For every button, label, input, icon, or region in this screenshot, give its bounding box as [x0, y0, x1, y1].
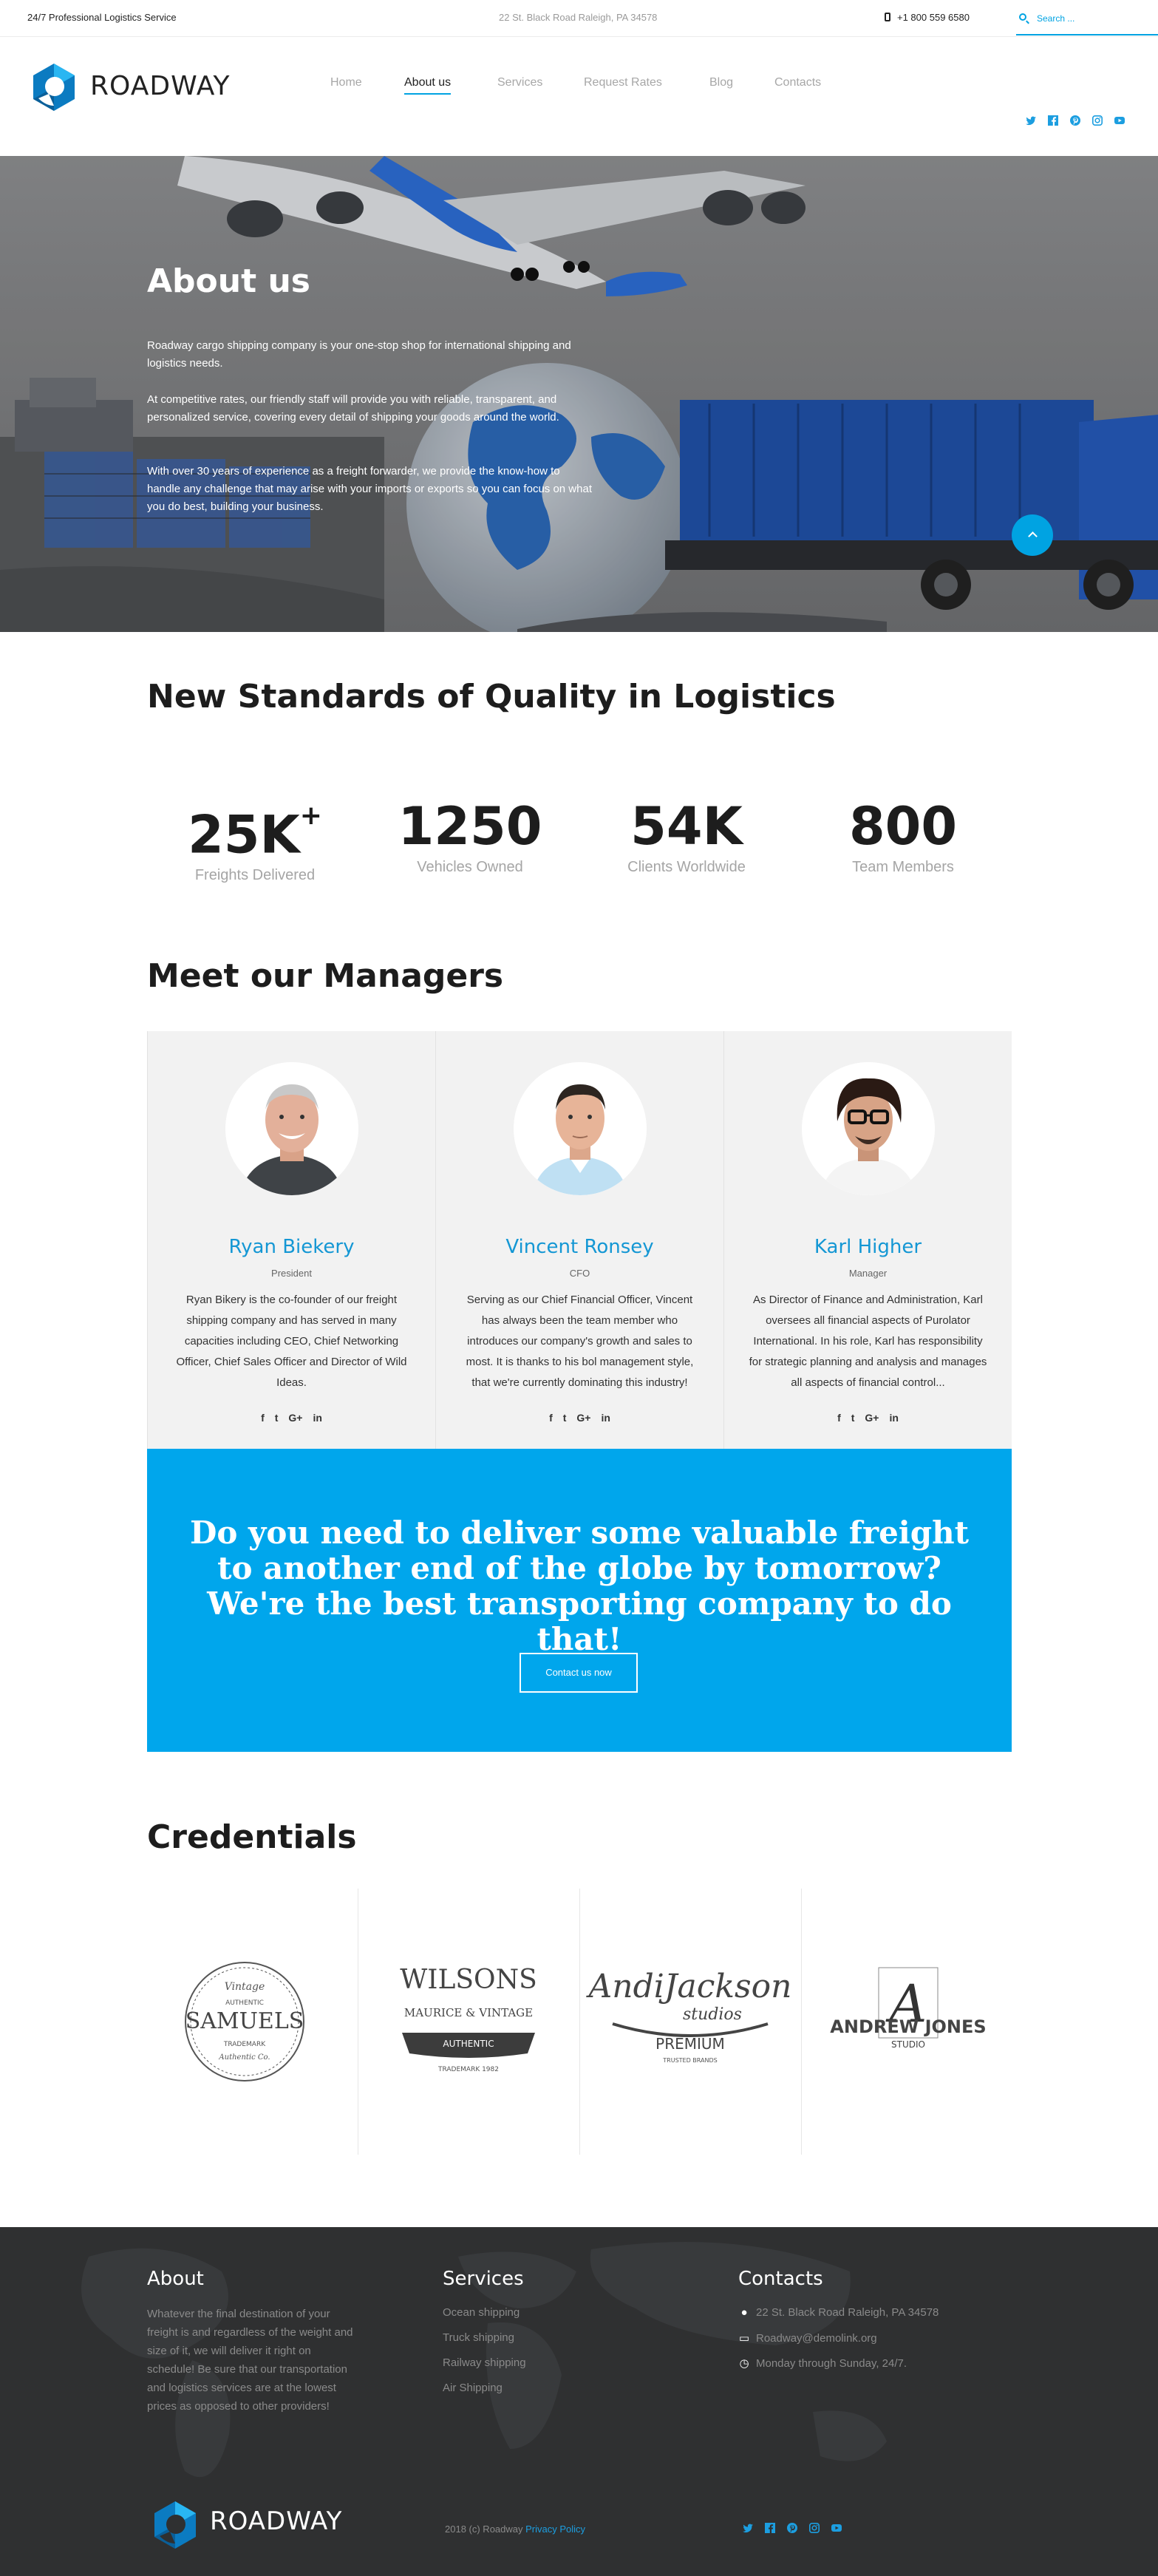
linkedin-icon[interactable]: in — [889, 1412, 899, 1424]
stat-freights — [166, 797, 344, 884]
wilsons-sub: MAURICE & VINTAGE — [403, 2006, 534, 2019]
pinterest-icon[interactable] — [1070, 115, 1080, 126]
footer-hours: ◷ Monday through Sunday, 24/7. — [739, 2357, 907, 2370]
google-plus-icon[interactable]: G+ — [288, 1412, 303, 1424]
stat-vehicles — [381, 797, 559, 876]
andrew-jones-mark: A — [889, 1974, 927, 2034]
manager-bio: Serving as our Chief Financial Officer, Vincent has always been the team member who introduces our company's growth and sales to most. It is thanks to his bol management style, that we're currently dominating this industry! — [466, 1294, 694, 1389]
facebook-icon[interactable] — [1048, 115, 1058, 126]
main-header — [0, 38, 1158, 156]
andi-jackson-bottom: TRUSTED BRANDS — [663, 2057, 718, 2064]
footer-address: ● 22 St. Black Road Raleigh, PA 34578 — [738, 2306, 939, 2319]
footer-contacts-title: Contacts — [738, 2268, 823, 2290]
stat-label: Vehicles Owned — [417, 859, 523, 875]
twitter-icon[interactable] — [743, 2523, 753, 2533]
manager-name[interactable]: Karl Higher — [814, 1236, 922, 1258]
twitter-icon[interactable]: t — [851, 1412, 855, 1424]
pinterest-icon[interactable] — [787, 2523, 797, 2533]
logo-wordmark[interactable]: ROADWAY — [90, 71, 231, 101]
site-footer — [0, 2227, 1158, 2576]
phone-number: +1 800 559 6580 — [897, 12, 970, 23]
linkedin-icon[interactable]: in — [601, 1412, 610, 1424]
search-box — [1016, 7, 1158, 35]
google-plus-icon[interactable]: G+ — [865, 1412, 879, 1424]
wilsons-bottom: TRADEMARK 1982 — [437, 2066, 500, 2073]
divider — [579, 1889, 580, 2155]
header-social-links — [1026, 115, 1125, 126]
privacy-policy-link[interactable]: Privacy Policy — [525, 2524, 586, 2535]
scroll-to-top-button[interactable] — [1012, 514, 1053, 556]
hero-paragraph-2: At competitive rates, our friendly staff will provide you with reliable, transparent, and personalized service, covering every detail of shipping your goods around the world. — [147, 393, 559, 424]
youtube-icon[interactable] — [1114, 115, 1125, 126]
stat-value: 800 — [848, 796, 958, 857]
facebook-icon[interactable]: f — [549, 1412, 553, 1424]
manager-name[interactable]: Vincent Ronsey — [505, 1236, 654, 1258]
stat-label: Team Members — [852, 859, 954, 875]
stat-value: 1250 — [398, 796, 542, 857]
stat-clients — [598, 797, 775, 876]
facebook-icon[interactable] — [765, 2523, 775, 2533]
hero-paragraph-1: Roadway cargo shipping company is your one-stop shop for international shipping and logistics needs. — [147, 339, 571, 370]
footer-about-text: Whatever the final destination of your freight is and regardless of the weight and size of it, we will deliver it right on schedule! Be sure that our transportation and logistics services are at the lowest prices as opposed to other providers! — [147, 2308, 353, 2413]
footer-about-title: About — [147, 2268, 204, 2290]
search-input[interactable] — [1037, 10, 1148, 27]
manager-social-links — [148, 1412, 435, 1424]
samuels-top: Vintage — [224, 1981, 265, 1993]
manager-social-links — [436, 1412, 723, 1424]
copyright: 2018 (c) Roadway Privacy Policy — [445, 2524, 586, 2535]
andi-jackson-sub: studios — [683, 2005, 742, 2024]
quality-section-title: New Standards of Quality in Logistics — [147, 678, 836, 716]
andrew-jones-logo — [801, 1951, 1015, 2092]
contact-us-button[interactable]: Contact us now — [520, 1653, 638, 1693]
footer-social-links — [743, 2523, 842, 2533]
samuels-sub: AUTHENTIC — [225, 1999, 264, 2007]
twitter-icon[interactable] — [1026, 115, 1036, 126]
credentials-section-title: Credentials — [147, 1818, 357, 1856]
facebook-icon[interactable]: f — [837, 1412, 841, 1424]
andrew-jones-name: ANDREW JONES — [830, 2016, 987, 2037]
manager-name[interactable]: Ryan Biekery — [228, 1236, 355, 1258]
manager-role: CFO — [569, 1268, 590, 1279]
linkedin-icon[interactable]: in — [313, 1412, 322, 1424]
footer-email[interactable]: ▭ Roadway@demolink.org — [738, 2332, 877, 2345]
stat-team — [814, 797, 992, 876]
twitter-icon[interactable]: t — [274, 1412, 279, 1424]
stat-value: 25K+ — [188, 801, 322, 866]
manager-bio: Ryan Bikery is the co-founder of our freight shipping company and has served in many capacities including CEO, Chief Networking Officer, Chief Sales Officer and Director of Wild Ideas. — [176, 1294, 407, 1389]
nav-contacts[interactable]: Contacts — [774, 76, 822, 89]
instagram-icon[interactable] — [1092, 115, 1103, 126]
manager-role: President — [271, 1268, 312, 1279]
stat-label: Freights Delivered — [194, 867, 316, 884]
managers-section-title: Meet our Managers — [147, 957, 504, 995]
manager-social-links — [724, 1412, 1012, 1424]
youtube-icon[interactable] — [831, 2523, 842, 2533]
nav-home[interactable]: Home — [330, 76, 362, 89]
manager-avatar — [514, 1062, 647, 1195]
roadway-logo-icon[interactable] — [149, 2499, 201, 2551]
samuels-bottom: TRADEMARK — [223, 2041, 266, 2048]
samuels-name: SAMUELS — [185, 2008, 304, 2034]
header-address: 22 St. Black Road Raleigh, PA 34578 — [499, 12, 658, 23]
andi-jackson-logo — [583, 1951, 797, 2092]
cta-headline: Do you need to deliver some valuable freight to another end of the globe by tomorrow? We're the best transporting company to do that! — [189, 1515, 970, 1657]
footer-services-title: Services — [443, 2268, 524, 2290]
manager-card — [435, 1031, 723, 1449]
wilsons-band: AUTHENTIC — [443, 2039, 494, 2049]
manager-bio: As Director of Finance and Administration, Karl oversees all financial aspects of Purolator International. In his role, Karl has responsibility for strategic planning and analysis and manages all aspects of financial control... — [749, 1294, 987, 1389]
hero-title: About us — [147, 262, 310, 300]
twitter-icon[interactable]: t — [562, 1412, 567, 1424]
nav-blog[interactable]: Blog — [709, 76, 734, 89]
wilsons-logo — [361, 1951, 576, 2092]
footer-service-link[interactable]: Railway shipping — [443, 2356, 526, 2369]
facebook-icon[interactable]: f — [261, 1412, 265, 1424]
andrew-jones-sub: STUDIO — [891, 2039, 925, 2050]
nav-services[interactable]: Services — [497, 76, 543, 89]
stat-value: 54K — [630, 796, 743, 857]
footer-logo-wordmark[interactable]: ROADWAY — [210, 2507, 343, 2536]
samuels-logo — [137, 1951, 352, 2092]
stat-label: Clients Worldwide — [627, 859, 746, 875]
footer-service-link[interactable]: Air Shipping — [443, 2382, 503, 2394]
tagline: 24/7 Professional Logistics Service — [27, 12, 177, 23]
manager-role: Manager — [848, 1268, 888, 1279]
nav-request-rates[interactable]: Request Rates — [584, 76, 662, 89]
roadway-logo-icon[interactable] — [28, 61, 80, 113]
manager-avatar — [225, 1062, 358, 1195]
call-to-action-banner — [147, 1449, 1012, 1752]
andi-jackson-name: AndiJackson — [588, 1968, 792, 2005]
laptop-icon: ▭ — [738, 2332, 750, 2345]
manager-card — [723, 1031, 1012, 1449]
map-pin-icon: ● — [740, 2306, 748, 2319]
footer-service-link[interactable]: Truck shipping — [443, 2331, 514, 2344]
manager-avatar — [802, 1062, 935, 1195]
samuels-tag: Authentic Co. — [219, 2053, 270, 2062]
hero-paragraph-3: With over 30 years of experience as a freight forwarder, we provide the know-how to handle any challenge that may arise with your imports or exports so you can focus on what you do best, building your business. — [147, 465, 592, 513]
clock-icon: ◷ — [739, 2357, 749, 2370]
header-phone[interactable] — [885, 12, 970, 23]
footer-service-link[interactable]: Ocean shipping — [443, 2306, 520, 2319]
nav-about-us[interactable]: About us — [404, 76, 452, 89]
manager-card — [147, 1031, 435, 1449]
search-icon[interactable] — [1019, 13, 1026, 21]
wilsons-name: WILSONS — [400, 1965, 537, 1995]
instagram-icon[interactable] — [809, 2523, 820, 2533]
google-plus-icon[interactable]: G+ — [576, 1412, 591, 1424]
phone-icon — [885, 13, 890, 21]
hero-banner — [0, 156, 1158, 632]
andi-jackson-band: PREMIUM — [655, 2035, 725, 2053]
top-bar — [0, 0, 1158, 37]
